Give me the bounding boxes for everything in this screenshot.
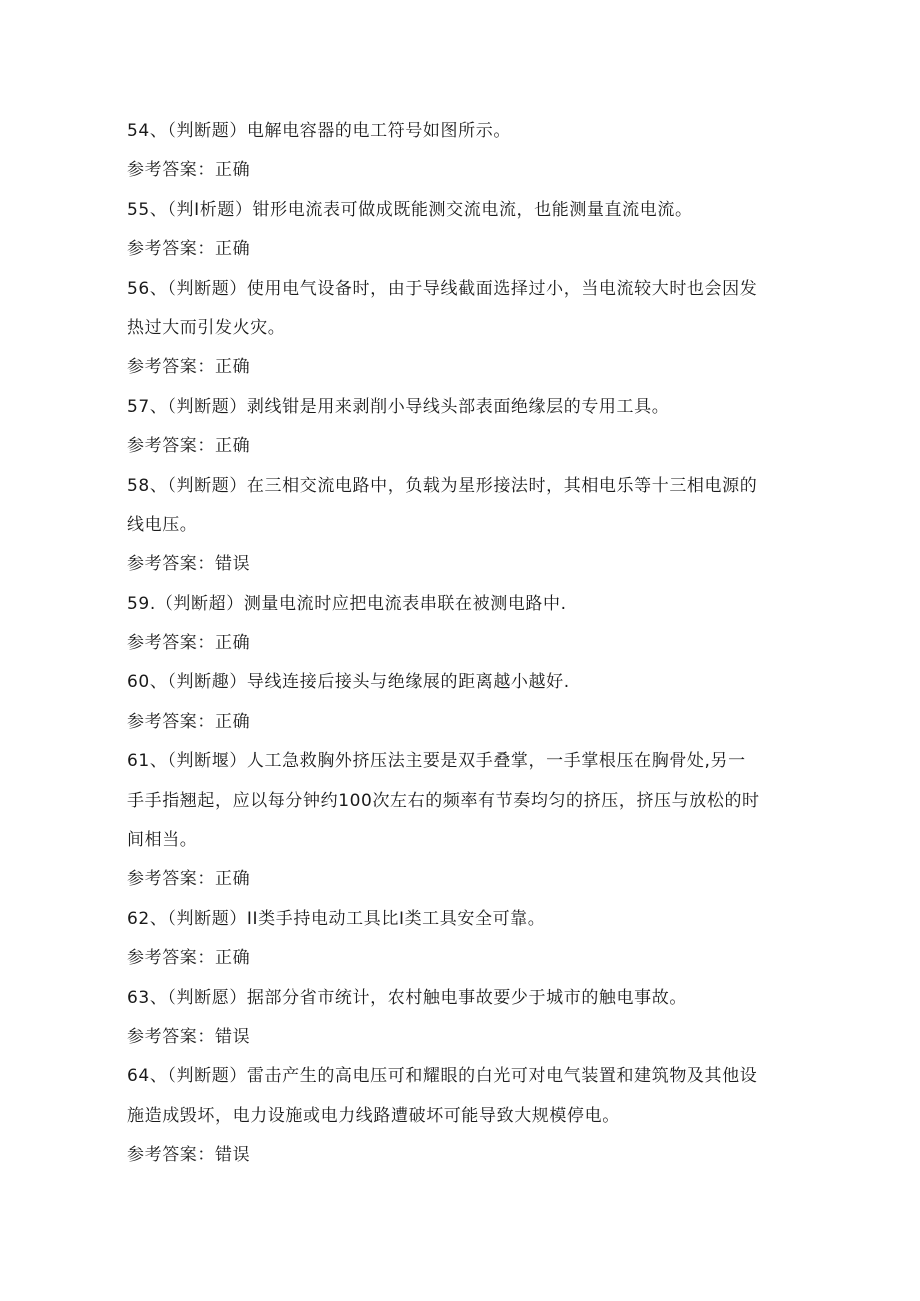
question-text: 手手指翘起，应以每分钟约100次左右的频率有节奏均匀的挤压，挤压与放松的时 [127,790,760,811]
answer-text: 参考答案：错误 [127,554,251,575]
question-62 [127,900,797,979]
question-text: 62、（判断题）II类手持电动工具比I类工具安全可靠。 [127,908,546,929]
answer-text: 参考答案：正确 [127,711,251,732]
question-60 [127,663,797,742]
answer-text: 参考答案：正确 [127,160,251,181]
question-55 [127,191,797,270]
question-text: 线电压。 [127,514,198,535]
answer-text: 参考答案：正确 [127,948,251,969]
answer-text: 参考答案：正确 [127,436,251,457]
question-text: 间相当。 [127,830,198,851]
question-text: 施造成毁坏，电力设施或电力线路遭破坏可能导致大规模停电。 [127,1105,620,1126]
question-64 [127,1057,797,1175]
question-list [127,112,797,1176]
question-text: 55、（判Ι析题）钳形电流表可做成既能测交流电流，也能测量直流电流。 [127,199,693,220]
answer-text: 参考答案：正确 [127,239,251,260]
question-text: 57、（判断题）剥线钳是用来剥削小导线头部表面绝缘层的专用工具。 [127,396,670,417]
question-text: 60、（判断趣）导线连接后接头与绝缘展的距离越小越好. [127,672,570,693]
answer-text: 参考答案：错误 [127,1145,251,1166]
question-54 [127,112,797,191]
question-text: 63、（判断愿）据部分省市统计，农村触电事故要少于城市的触电事故。 [127,987,687,1008]
answer-text: 参考答案：正确 [127,869,251,890]
answer-text: 参考答案：正确 [127,357,251,378]
question-58 [127,467,797,585]
question-text: 64、（判断题）雷击产生的高电压可和耀眼的白光可对电气装置和建筑物及其他设 [127,1066,758,1087]
question-text: 56、（判断题）使用电气设备时，由于导线截面选择过小，当电流较大时也会因发 [127,278,758,299]
question-text: 61、（判断堰）人工急救胸外挤压法主要是双手叠掌，一手掌根压在胸骨处,另一 [127,751,746,772]
question-text: 热过大而引发火灾。 [127,317,286,338]
question-56 [127,270,797,388]
question-text: 58、（判断题）在三相交流电路中，负载为星形接法时，其相电乐等十三相电源的 [127,475,758,496]
answer-text: 参考答案：正确 [127,633,251,654]
question-text: 54、（判断题）电解电容器的电工符号如图所示。 [127,121,511,141]
question-63 [127,979,797,1058]
question-57 [127,388,797,467]
question-61 [127,742,797,900]
question-text: 59.（判断超）测量电流时应把电流表串联在被测电路中. [127,593,567,614]
answer-text: 参考答案：错误 [127,1026,251,1047]
question-59 [127,585,797,664]
